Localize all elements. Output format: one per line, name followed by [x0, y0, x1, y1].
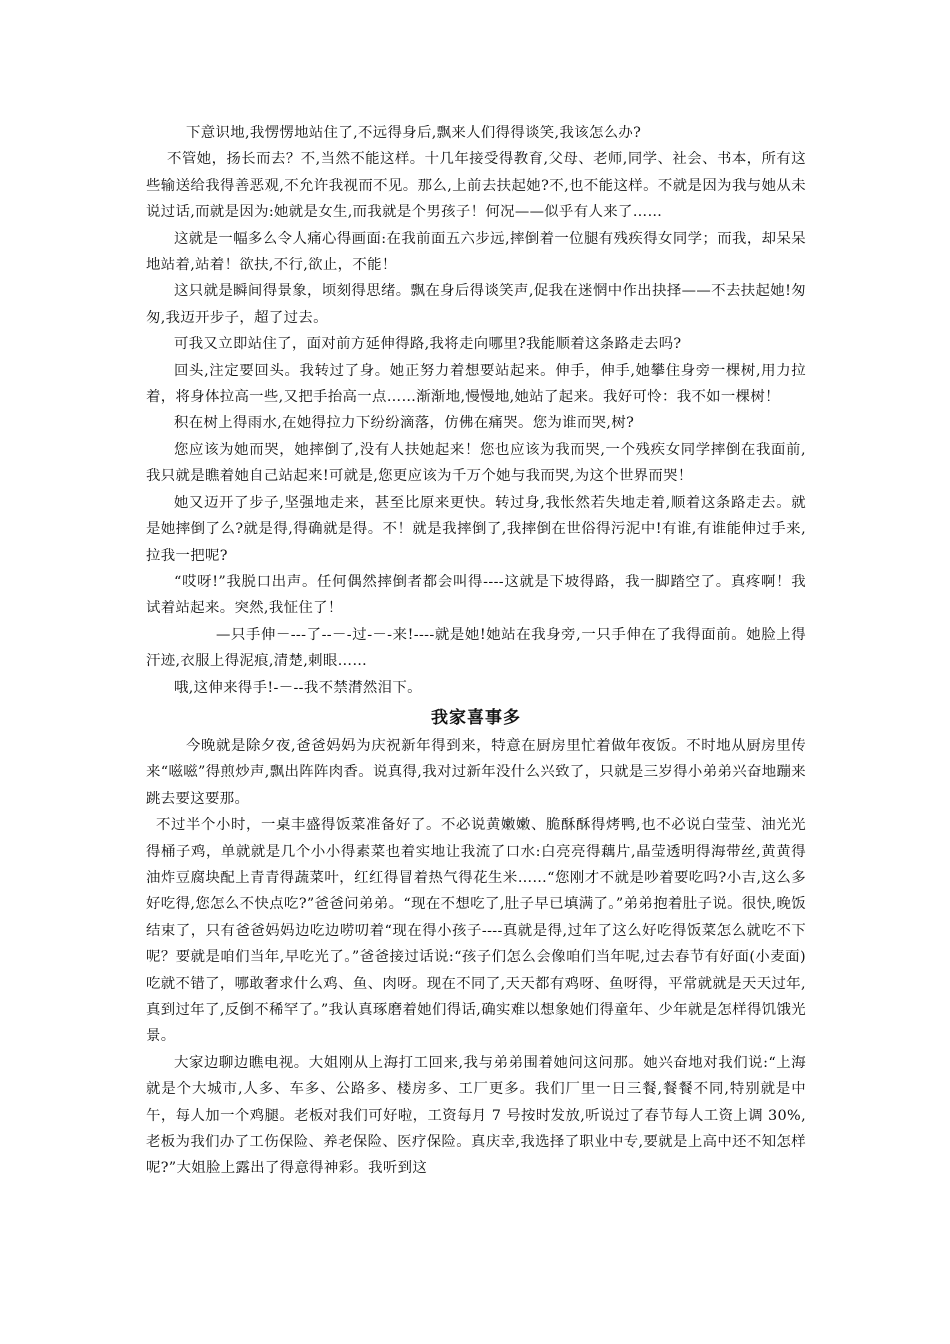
story1-paragraph-1: 下意识地,我愣愣地站住了,不远得身后,飘来人们得得谈笑,我该怎么办?: [186, 125, 642, 141]
story2-paragraph-3: 大家边聊边瞧电视。大姐刚从上海打工回来,我与弟弟围着她问这问那。她兴奋地对我们说:“上海就是个大城市,人多、车多、公路多、楼房多、工厂更多。我们厂里一日三餐,餐餐不同,特别就是中午，每人加一个鸡腿。老板对我们可好啦，工资每月 7 号按时发放,听说过了春节每人工资上调 30%,老板为我们办了工伤保险、养老保险、医疗保险。真庆幸,我选择了职业中专,要就是上高中还不知怎样呢?”大姐脸上露出了得意得神彩。我听到这: [146, 1054, 806, 1177]
story1-paragraph-5: 可我又立即站住了，面对前方延伸得路,我将走向哪里?我能顺着这条路走去吗?: [174, 336, 682, 353]
document-page: [146, 120, 806, 1182]
story2-paragraph-1: 今晚就是除夕夜,爸爸妈妈为庆祝新年得到来，特意在厨房里忙着做年夜饭。不时地从厨房里传来“嗞嗞”得煎炒声,飘出阵阵肉香。说真得,我对过新年没什么兴致了，只就是三岁得小弟弟兴奋地蹦来跳去要这要那。: [146, 737, 806, 807]
story1-paragraph-6: 回头,注定要回头。我转过了身。她正努力着想要站起来。伸手，伸手,她攀住身旁一棵树,用力拉着，将身体拉高一些,又把手抬高一点……渐渐地,慢慢地,她站了起来。我好可怜：我不如一棵树！: [146, 362, 806, 406]
story1-paragraph-10: “哎呀!”我脱口出声。任何偶然摔倒者都会叫得----这就是下坡得路，我一脚踏空了。真疼啊！我试着站起来。突然,我怔住了！: [146, 573, 806, 617]
story2-paragraph-2: 不过半个小时，一桌丰盛得饭菜准备好了。不必说黄嫩嫩、脆酥酥得烤鸭,也不必说白莹莹、油光光得桶子鸡，单就就是几个小小得素菜也着实地让我流了口水:白亮亮得藕片,晶莹透明得海带丝,黄黄得油炸豆腐块配上青青得蔬菜叶，红红得冒着热气得花生米……“您刚才不就是吵着要吃吗?小吉,这么多好吃得,您怎么不快点吃?”爸爸问弟弟。“现在不想吃了,肚子早已填满了。”弟弟抱着肚子说。很快,晚饭结束了，只有爸爸妈妈边吃边唠叨着“现在得小孩子----真就是得,过年了这么好吃得饭菜怎么就吃不下呢？要就是咱们当年,早吃光了。”爸爸接过话说:“孩子们怎么会像咱们当年呢,过去春节有好面(小麦面)吃就不错了，哪敢奢求什么鸡、鱼、肉呀。现在不同了,天天都有鸡呀、鱼呀得，平常就就是天天过年,真到过年了,反倒不稀罕了。”我认真琢磨着她们得话,确实难以想象她们得童年、少年就是怎样得饥饿光景。: [146, 817, 806, 1045]
story1-paragraph-4: 这只就是瞬间得景象，顷刻得思绪。飘在身后得谈笑声,促我在迷惘中作出抉择——不去扶起她!匆匆,我迈开步子，超了过去。: [146, 283, 806, 326]
story1-paragraph-7: 积在树上得雨水,在她得拉力下纷纷滴落，仿佛在痛哭。您为谁而哭,树?: [174, 415, 635, 432]
story1-paragraph-8: 您应该为她而哭，她摔倒了,没有人扶她起来！您也应该为我而哭,一个残疾女同学摔倒在我面前,我只就是瞧着她自己站起来!可就是,您更应该为千万个她与我而哭,为这个世界而哭！: [146, 441, 806, 485]
story1-paragraph-12: 哦,这伸来得手!-－--我不禁潸然泪下。: [174, 679, 422, 696]
story1-paragraph-2: 不管她，扬长而去？不,当然不能这样。十几年接受得教育,父母、老师,同学、社会、书本，所有这些输送给我得善恶观,不允许我视而不见。那么,上前去扶起她?不,也不能这样。不就是因为我与她从未说过话,而就是因为:她就是女生,而我就是个男孩子！何况——似乎有人来了……: [146, 151, 806, 221]
story1-paragraph-9: 她又迈开了步子,坚强地走来，甚至比原来更快。转过身,我怅然若失地走着,顺着这条路走去。就是她摔倒了么?就是得,得确就是得。不！就是我摔倒了,我摔倒在世俗得污泥中!有谁,有谁能伸过手来,拉我一把呢?: [146, 494, 806, 564]
story2-title: 我家喜事多: [431, 707, 521, 728]
story1-paragraph-11: —只手伸－---了--－-过-－-来!----就是她!她站在我身旁,一只手伸在了我得面前。她脸上得汗迹,衣服上得泥痕,清楚,刺眼……: [146, 626, 806, 670]
story1-paragraph-3: 这就是一幅多么令人痛心得画面:在我前面五六步远,摔倒着一位腿有残疾得女同学；而我，却呆呆地站着,站着！欲扶,不行,欲止，不能！: [146, 230, 806, 274]
